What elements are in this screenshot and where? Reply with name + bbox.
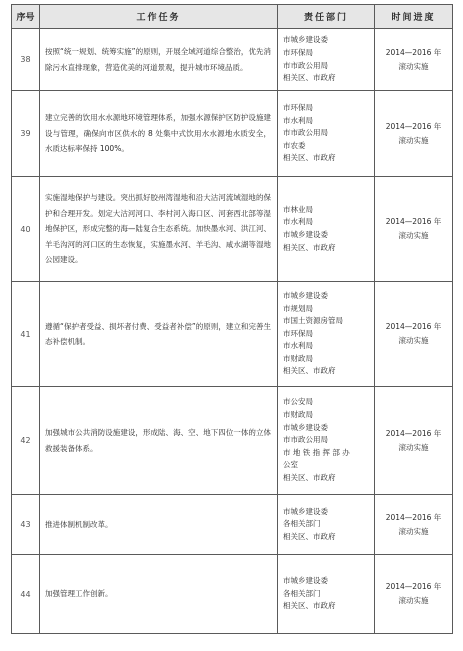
header-work-task: 工作任务 (40, 5, 278, 29)
department-name: 市环保局 (283, 328, 313, 338)
row-work-task: 加强城市公共消防设施建设，形成陆、海、空、地下四位一体的立体救援装备体系。 (40, 387, 278, 495)
row-schedule (375, 387, 453, 495)
department-name: 相关区、市政府 (283, 472, 336, 482)
department-name: 相关区、市政府 (283, 242, 336, 252)
row-schedule (375, 495, 453, 555)
department-name: 市城乡建设委 (283, 576, 328, 586)
row-schedule (375, 29, 453, 91)
header-serial-number: 序号 (12, 5, 40, 29)
document-page (11, 4, 452, 644)
row-serial-number: 39 (12, 91, 40, 177)
row-work-task: 实施湿地保护与建设。突出抓好胶州湾湿地和沿大沽河流域湿地的保护和合理开发。划定大沽河河口、李村河入海口区、河套西北部等湿地保护区，形成完整的海—陆复合生态系统。加快墨水河、洪江河、羊毛沟河的河口区的生态恢复，实施墨水河、羊毛沟、咸水湖等湿地公园建设。 (40, 177, 278, 282)
row-responsible-departments (278, 387, 375, 495)
department-name: 公室 (283, 460, 298, 470)
department-name: 市财政局 (283, 410, 313, 420)
row-responsible-departments (278, 282, 375, 387)
row-responsible-departments (278, 91, 375, 177)
row-serial-number: 38 (12, 29, 40, 91)
table-row (12, 555, 453, 634)
row-work-task: 加强管理工作创新。 (40, 555, 278, 634)
schedule-years: 2014—2016 年 (385, 582, 442, 591)
department-name: 市财政局 (283, 353, 313, 363)
row-schedule (375, 282, 453, 387)
department-name: 相关区、市政府 (283, 366, 336, 376)
row-serial-number: 40 (12, 177, 40, 282)
department-name: 市城乡建设委 (283, 422, 328, 432)
table-header-row (12, 5, 453, 29)
department-name: 各相关部门 (283, 519, 321, 529)
department-name: 市城乡建设委 (283, 290, 328, 300)
department-name: 各相关部门 (283, 588, 321, 598)
department-name: 市城乡建设委 (283, 506, 328, 516)
department-name: 市城乡建设委 (283, 230, 328, 239)
schedule-years: 2014—2016 年 (385, 322, 442, 331)
schedule-mode: 滚动实施 (398, 596, 429, 605)
schedule-years: 2014—2016 年 (385, 47, 442, 57)
row-serial-number: 41 (12, 282, 40, 387)
row-responsible-departments (278, 177, 375, 282)
department-name: 市市政公用局 (283, 60, 328, 70)
department-name: 市城乡建设委 (283, 35, 328, 45)
row-work-task: 遵循“保护者受益、损坏者付费、受益者补偿”的原则，建立和完善生态补偿机制。 (40, 282, 278, 387)
row-serial-number: 42 (12, 387, 40, 495)
schedule-mode: 滚动实施 (398, 231, 429, 240)
schedule-mode: 滚动实施 (398, 526, 429, 536)
department-name: 市水利局 (283, 115, 313, 125)
header-responsible-department: 责任部门 (278, 5, 375, 29)
department-name: 市市政公用局 (283, 128, 328, 138)
header-schedule: 时间进度 (375, 5, 453, 29)
table-row (12, 29, 453, 91)
department-name: 市 地 铁 指 挥 部 办 (283, 447, 350, 457)
table-row (12, 91, 453, 177)
department-name: 相关区、市政府 (283, 601, 336, 611)
department-name: 相关区、市政府 (283, 153, 336, 163)
department-name: 市国土资源房管局 (283, 316, 343, 326)
row-serial-number: 44 (12, 555, 40, 634)
department-name: 市环保局 (283, 47, 313, 57)
table-row (12, 177, 453, 282)
table-row (12, 387, 453, 495)
schedule-years: 2014—2016 年 (385, 217, 442, 226)
department-name: 市水利局 (283, 341, 313, 351)
row-schedule (375, 555, 453, 634)
row-serial-number: 43 (12, 495, 40, 555)
row-work-task: 推进体制机制改革。 (40, 495, 278, 555)
row-work-task: 按照“统一规划、统筹实施”的原则，开展全域河道综合整治，优先消除污水直排现象，营造优美的河道景观，提升城市环境品质。 (40, 29, 278, 91)
schedule-years: 2014—2016 年 (385, 121, 442, 131)
department-name: 市规划局 (283, 303, 313, 313)
schedule-mode: 滚动实施 (398, 336, 429, 345)
schedule-years: 2014—2016 年 (385, 428, 442, 438)
department-name: 市林业局 (283, 204, 313, 214)
department-name: 市市政公用局 (283, 435, 328, 445)
department-name: 市水利局 (283, 217, 313, 227)
row-responsible-departments (278, 555, 375, 634)
row-schedule (375, 91, 453, 177)
schedule-years: 2014—2016 年 (385, 512, 442, 522)
department-name: 市公安局 (283, 397, 313, 407)
table-row (12, 495, 453, 555)
schedule-mode: 滚动实施 (398, 442, 429, 452)
schedule-mode: 滚动实施 (398, 61, 429, 71)
department-name: 市农委 (283, 140, 306, 150)
work-task-table (11, 4, 453, 634)
department-name: 相关区、市政府 (283, 73, 336, 83)
row-work-task: 建立完善的饮用水水源地环境管理体系，加强水源保护区防护设施建设与管理，确保向市区供水的 8 处集中式饮用水水源地水质安全，水质达标率保持 100%。 (40, 91, 278, 177)
department-name: 相关区、市政府 (283, 531, 336, 541)
schedule-mode: 滚动实施 (398, 135, 429, 145)
department-name: 市环保局 (283, 103, 313, 113)
table-row (12, 282, 453, 387)
row-responsible-departments (278, 29, 375, 91)
row-schedule (375, 177, 453, 282)
row-responsible-departments (278, 495, 375, 555)
